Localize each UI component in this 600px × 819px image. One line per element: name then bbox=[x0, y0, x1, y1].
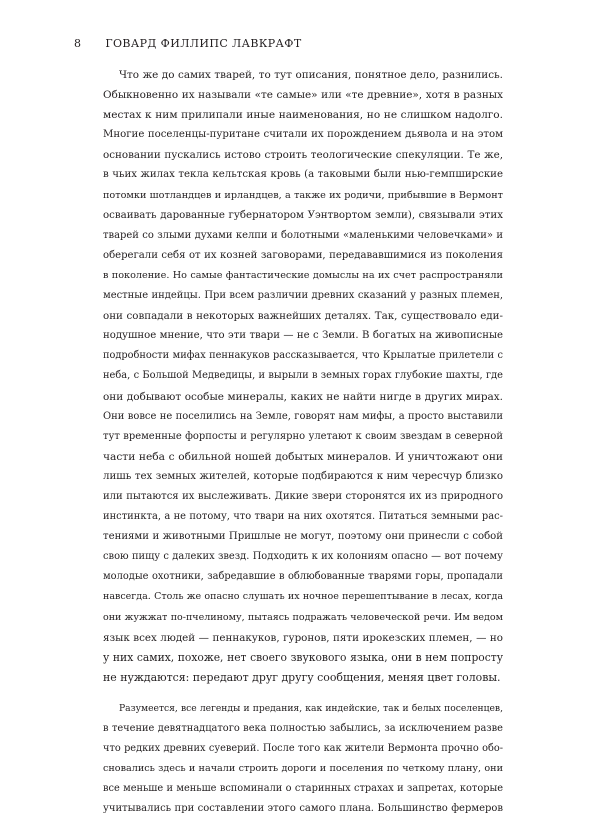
text-line: тварей со злыми духами келпи и болотными «маленькими человечками» и bbox=[103, 229, 503, 241]
text-line: подробности мифах пеннакуков рассказывается, что Крылатые прилетели с bbox=[103, 350, 503, 362]
text-line: навсегда. Столь же опасно слушать их ночное перешептывание в лесах, когда bbox=[103, 591, 503, 603]
text-line: молодые охотники, забредавшие в облюбованные тварями горы, пропадали bbox=[103, 571, 503, 583]
text-line: сновались здесь и начали строить дороги и поселения по четкому плану, они bbox=[103, 763, 503, 775]
text-line: потомки шотландцев и ирландцев, а также их родичи, прибывшие в Вермонт bbox=[103, 189, 503, 201]
text-line: в течение девятнадцатого века полностью забылись, за исключением разве bbox=[103, 723, 503, 734]
text-line: в чьих жилах текла кельтская кровь (а таковыми были нью-гемпширские bbox=[103, 169, 503, 181]
paragraph bbox=[103, 699, 503, 819]
text-line: Многие поселенцы-пуритане считали их порождением дьявола и на этом bbox=[103, 129, 503, 141]
text-line: язык всех людей — пеннакуков, гуронов, пяти ирокезских племен, — но bbox=[103, 631, 503, 644]
text-line: свою пищу с далеких звезд. Подходить к их колониям опасно — вот почему bbox=[103, 551, 503, 563]
text-line: тут временные форпосты и регулярно улетают к своим звездам в северной bbox=[103, 430, 503, 442]
text-line: лишь тех земных жителей, которые подбираются к ним чересчур близко bbox=[103, 470, 503, 482]
text-line: Разумеется, все легенды и предания, как индейские, так и белых поселенцев, bbox=[119, 702, 503, 714]
paragraph-gap bbox=[103, 688, 503, 699]
running-title: ГОВАРД ФИЛЛИПС ЛАВКРАФТ bbox=[105, 37, 302, 50]
text-line: они совпадали в некоторых важнейших деталях. Так, существовало еди- bbox=[103, 310, 503, 323]
text-line: Обыкновенно их называли «те самые» или «те древние», хотя в разных bbox=[103, 89, 503, 102]
text-line: в поколение. Но самые фантастические домыслы на их счет распространяли bbox=[103, 269, 503, 281]
paragraph bbox=[103, 65, 503, 688]
text-line: неба, с Большой Медведицы, и вырыли в земных горах глубокие шахты, где bbox=[103, 370, 503, 382]
text-line: Что же до самих тварей, то тут описания, понятное дело, разнились. bbox=[119, 69, 503, 81]
text-line: они добывают особые минералы, каких не найти нигде в других мирах. bbox=[103, 390, 503, 403]
text-line: осваивать дарованные губернатором Уэнтвортом земли), связывали этих bbox=[103, 209, 503, 221]
text-line: не нуждаются: передают друг другу сообщения, меняя цвет головы. bbox=[103, 670, 501, 684]
body-text bbox=[103, 65, 503, 819]
text-line: они жужжат по-пчелиному, пытаясь подражать человеческой речи. Им ведом bbox=[103, 611, 503, 623]
text-line: инстинкта, а не потому, что твари на них охотятся. Питаться земными рас- bbox=[103, 511, 503, 523]
text-line: учитывались при составлении этого самого плана. Большинство фермеров bbox=[103, 803, 503, 815]
text-line: Они вовсе не поселились на Земле, говорят нам мифы, а просто выставили bbox=[103, 410, 503, 422]
text-line: нодушное мнение, что эти твари — не с Земли. В богатых на живописные bbox=[103, 330, 503, 342]
text-line: все меньше и меньше вспоминали о старинных страхах и запретах, которые bbox=[103, 783, 503, 795]
running-header bbox=[74, 37, 302, 50]
text-line: основании пускались истово строить теологические спекуляции. Те же, bbox=[103, 149, 503, 162]
text-line: или пытаются их выслеживать. Дикие звери сторонятся их из природного bbox=[103, 490, 503, 502]
text-line: что редких древних суеверий. После того как жители Вермонта прочно обо- bbox=[103, 743, 503, 755]
text-line: у них самих, похоже, нет своего звукового языка, они в нем попросту bbox=[103, 650, 503, 664]
page-number: 8 bbox=[74, 37, 82, 50]
text-line: части неба с обильной ношей добытых минералов. И уничтожают они bbox=[103, 449, 503, 463]
text-line: местные индейцы. При всем различии древних сказаний у разных племен, bbox=[103, 290, 503, 302]
text-line: местах к ним прилипали иные наименования, но не слишком надолго. bbox=[103, 109, 503, 122]
text-line: оберегали себя от их козней заговорами, передававшимися из поколения bbox=[103, 249, 503, 261]
text-line: тениями и животными Пришлые не могут, поэтому они принесли с собой bbox=[103, 531, 503, 543]
